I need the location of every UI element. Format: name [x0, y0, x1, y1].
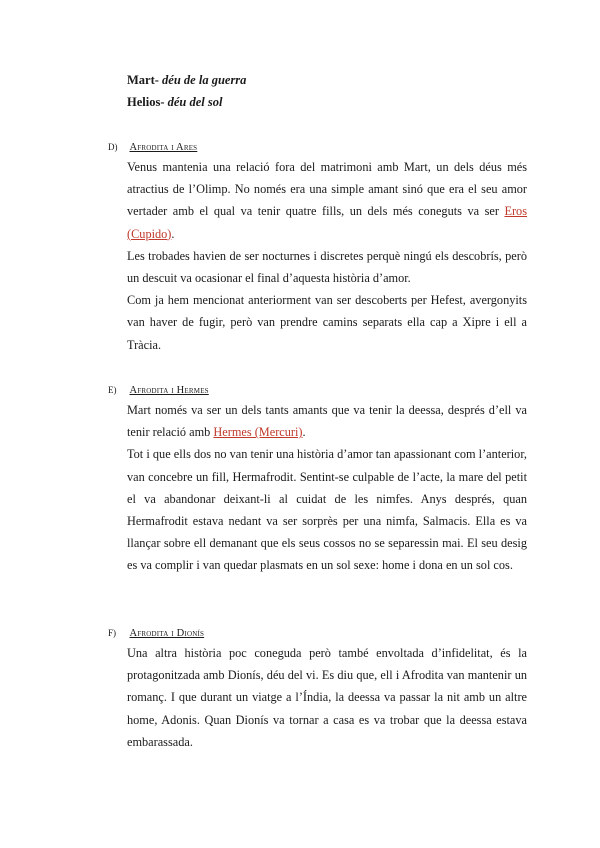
section-title: Afrodita i Hermes: [129, 385, 209, 396]
section-body-e: [127, 399, 527, 577]
paragraph-text: Una altra història poc coneguda però també envoltada d’infidelitat, és la protagonitzada amb Dionís, déu del vi. Es diu que, ell i Afrodita van mantenir un romanç. I que durant un viatge a l’Índia, la deessa va passar la nit amb un altre home, Adonis. Quan Dionís va tornar a casa es va trobar que la deessa estava embarassada.: [127, 646, 527, 749]
section-body-d: [127, 156, 527, 356]
paragraph-text: Tot i que ells dos no van tenir una història d’amor tan apassionant com l’anterior, van concebre un fill, Hermafrodit. Sentint-se culpable de l’acte, la mare del petit el va abandonar deixant-li al cuidat de les nimfes. Anys després, quan Hermafrodit estava nedant va ser sorprès per una nimfa, Salmacis. Ella es va llançar sobre ell demanant que els seus cossos no se separessin mai. El seu desig es va complir i van quedar plasmats en un sol sexe: home i dona en un sol cos.: [127, 447, 527, 573]
paragraph-text: Les trobades havien de ser nocturnes i discretes perquè ningú els descobrís, però un descuit va ocasionar el final d’aquesta història d’amor.: [127, 248, 527, 286]
paragraph: [127, 289, 527, 356]
section-marker: D): [108, 142, 118, 152]
paragraph: [127, 245, 527, 289]
paragraph-text: .: [302, 425, 306, 440]
paragraph: [127, 642, 527, 753]
paragraph: [127, 443, 527, 576]
intro-desc: déu del sol: [167, 95, 223, 109]
section-body-f: [127, 642, 527, 753]
paragraph-text: Venus mantenia una relació fora del matrimoni amb Mart, un dels déus més atractius de l’Olimp. No només era una simple amant sinó que era el seu amor vertader amb el qual va tenir quatre fills, un dels més coneguts va ser: [127, 160, 527, 219]
section-heading-e: [108, 383, 209, 398]
intro-name: Mart-: [127, 73, 159, 87]
paragraph: [127, 399, 527, 443]
intro-line-mart: [127, 72, 246, 88]
paragraph: [127, 156, 527, 245]
section-heading-f: [108, 626, 204, 641]
intro-line-helios: [127, 94, 222, 110]
section-marker: F): [108, 628, 117, 638]
paragraph-text: Mart només va ser un dels tants amants que va tenir la deessa, després d’ell va tenir relació amb: [127, 403, 527, 440]
paragraph-text: .: [171, 226, 175, 241]
paragraph-text: Com ja hem mencionat anteriorment van ser descoberts per Hefest, avergonyits van haver de fugir, però van prendre camins separats ella cap a Xipre i ell a Tràcia.: [127, 293, 527, 352]
link-eros[interactable]: Eros (Cupido): [127, 204, 527, 241]
section-title: Afrodita i Ares: [129, 142, 198, 153]
intro-desc: déu de la guerra: [162, 73, 247, 87]
section-heading-d: [108, 140, 197, 155]
section-marker: E): [108, 385, 117, 395]
link-hermes[interactable]: Hermes (Mercuri): [213, 425, 303, 440]
section-title: Afrodita i Dionís: [129, 628, 205, 639]
intro-name: Helios-: [127, 95, 165, 109]
